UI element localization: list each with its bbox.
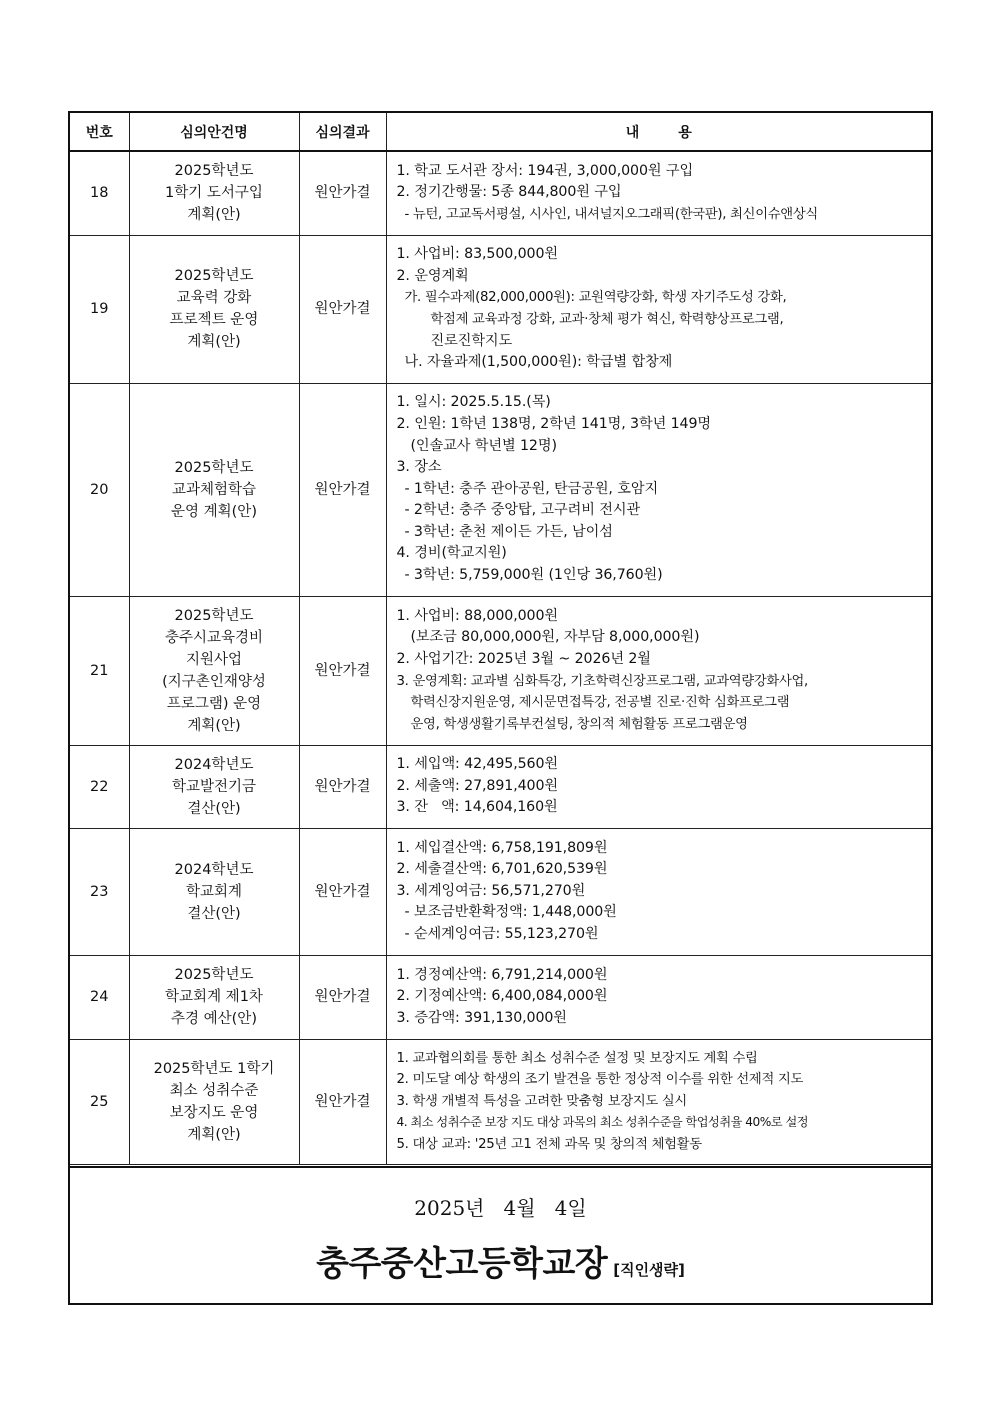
content-line: 4. 최소 성취수준 보장 지도 대상 과목의 최소 성취수준을 학업성취율 40%로 설정: [396, 1115, 809, 1130]
content-line: 1. 사업비: 88,000,000원: [396, 607, 558, 624]
agenda-title-line: 지원사업: [185, 651, 243, 668]
agenda-title-line: 프로젝트 운영: [169, 312, 259, 328]
agenda-content: [386, 383, 931, 596]
row-number: 25: [70, 1039, 129, 1164]
table-header-row: [70, 113, 931, 151]
row-number: 18: [70, 151, 129, 235]
content-line: 3. 세계잉여금: 56,571,270원: [396, 882, 586, 899]
agenda-content: [386, 1039, 931, 1164]
seal-omitted-note: [직인생략]: [613, 1261, 685, 1279]
agenda-title-line: 2025학년도: [174, 967, 254, 983]
agenda-table: [70, 113, 931, 1165]
content-line: 나. 자율과제(1,500,000원): 학급별 합창제: [404, 354, 673, 371]
agenda-title-line: 1학기 도서구입: [165, 185, 263, 202]
content-line: 2. 미도달 예상 학생의 조기 발견을 통한 정상적 이수를 위한 선제적 지도: [396, 1072, 804, 1088]
header-result: 심의결과: [299, 113, 386, 151]
table-row: [70, 828, 931, 955]
agenda-content: [386, 955, 931, 1039]
table-row: [70, 383, 931, 596]
header-content: 내 용: [386, 113, 931, 151]
content-line: 가. 필수과제(82,000,000원): 교원역량강화, 학생 자기주도성 강화,: [404, 290, 787, 306]
content-line: - 2학년: 충주 중앙탑, 고구려비 전시관: [404, 502, 641, 519]
row-number: 21: [70, 596, 129, 745]
agenda-title: [129, 383, 299, 596]
agenda-content: [386, 235, 931, 383]
table-row: [70, 745, 931, 828]
content-line: 3. 운영계획: 교과별 심화특강, 기초학력신장프로그램, 교과역량강화사업,: [396, 673, 808, 689]
review-result: 원안가결: [299, 383, 386, 596]
content-line: 5. 대상 교과: '25년 고1 전체 과목 및 창의적 체험활동: [396, 1136, 702, 1152]
agenda-title-line: 결산(안): [187, 800, 241, 817]
content-line: 학력신장지원운영, 제시문면접특강, 전공별 진로·진학 심화프로그램: [410, 695, 790, 711]
principal-title: 충주중산고등학교장: [316, 1244, 608, 1284]
content-line: - 뉴턴, 고교독서평설, 시사인, 내셔널지오그래픽(한국판), 최신이슈앤상식: [404, 207, 818, 223]
content-line: 2. 정기간행물: 5종 844,800원 구입: [396, 184, 622, 201]
agenda-title-line: 2025학년도: [174, 459, 254, 476]
agenda-title-line: 계획(안): [187, 207, 241, 224]
agenda-title-line: 교육력 강화: [176, 290, 252, 306]
agenda-title-line: 2025학년도: [174, 268, 254, 284]
agenda-title-line: 학교회계: [185, 883, 243, 900]
content-line: 3. 장소: [396, 459, 442, 476]
resolution-document: [68, 111, 933, 1305]
agenda-title-line: 2024학년도: [174, 861, 254, 878]
content-line: 1. 일시: 2025.5.15.(목): [396, 394, 551, 411]
review-result: 원안가결: [299, 235, 386, 383]
agenda-title-line: 교과체험학습: [171, 481, 257, 498]
content-line: 1. 교과협의회를 통한 최소 성취수준 설정 및 보장지도 계획 수립: [396, 1050, 758, 1066]
content-line: - 3학년: 춘천 제이든 가든, 남이섬: [404, 523, 613, 540]
agenda-title: [129, 151, 299, 235]
agenda-title-line: 계획(안): [187, 1126, 241, 1143]
agenda-title: [129, 596, 299, 745]
agenda-title-line: 2025학년도 1학기: [153, 1060, 275, 1077]
content-line: 2. 세출결산액: 6,701,620,539원: [396, 861, 608, 878]
content-line: 진로진학지도: [430, 332, 513, 349]
content-line: 2. 기정예산액: 6,400,084,000원: [396, 988, 608, 1005]
agenda-title-line: 2025학년도: [174, 163, 254, 180]
content-line: 2. 인원: 1학년 138명, 2학년 141명, 3학년 149명: [396, 415, 711, 432]
table-row: [70, 1039, 931, 1164]
content-line: 4. 경비(학교지원): [396, 545, 507, 562]
content-line: - 1학년: 충주 관아공원, 탄금공원, 호암지: [404, 480, 659, 497]
header-agenda: 심의안건명: [129, 113, 299, 151]
content-line: 운영, 학생생활기록부컨설팅, 창의적 체험활동 프로그램운영: [410, 716, 748, 732]
agenda-content: [386, 151, 931, 235]
content-line: 2. 세출액: 27,891,400원: [396, 777, 558, 794]
review-result: 원안가결: [299, 596, 386, 745]
agenda-title-line: (지구촌인재양성: [162, 673, 266, 690]
header-number: 번호: [70, 113, 129, 151]
agenda-title-line: 학교발전기금: [171, 778, 257, 795]
table-row: [70, 596, 931, 745]
agenda-content: [386, 745, 931, 828]
agenda-title-line: 계획(안): [187, 717, 241, 734]
row-number: 19: [70, 235, 129, 383]
review-result: 원안가결: [299, 745, 386, 828]
row-number: 20: [70, 383, 129, 596]
row-number: 23: [70, 828, 129, 955]
content-line: - 보조금반환확정액: 1,448,000원: [404, 904, 617, 921]
content-line: (인솔교사 학년별 12명): [410, 437, 557, 454]
agenda-title-line: 보장지도 운영: [169, 1104, 259, 1121]
review-result: 원안가결: [299, 828, 386, 955]
agenda-title: [129, 1039, 299, 1164]
content-line: - 3학년: 5,759,000원 (1인당 36,760원): [404, 567, 663, 584]
content-line: 3. 잔 액: 14,604,160원: [396, 799, 558, 816]
agenda-title-line: 충주시교육경비: [164, 629, 264, 646]
agenda-title: [129, 955, 299, 1039]
row-number: 22: [70, 745, 129, 828]
agenda-title-line: 2025학년도: [174, 607, 254, 624]
content-line: 1. 경정예산액: 6,791,214,000원: [396, 966, 608, 983]
agenda-title: [129, 828, 299, 955]
content-line: 3. 학생 개별적 특성을 고려한 맞춤형 보장지도 실시: [396, 1093, 687, 1109]
table-row: [70, 955, 931, 1039]
agenda-title-line: 운영 계획(안): [171, 503, 257, 520]
content-line: (보조금 80,000,000원, 자부담 8,000,000원): [410, 629, 700, 646]
agenda-title-line: 학교회계 제1차: [165, 989, 263, 1005]
agenda-title-line: 최소 성취수준: [169, 1082, 259, 1099]
agenda-title: [129, 745, 299, 828]
content-line: 1. 세입액: 42,495,560원: [396, 756, 558, 773]
agenda-title-line: 결산(안): [187, 905, 241, 922]
agenda-content: [386, 596, 931, 745]
agenda-title: [129, 235, 299, 383]
agenda-title-line: 프로그램) 운영: [166, 695, 262, 712]
content-line: 3. 증감액: 391,130,000원: [396, 1009, 567, 1026]
agenda-content: [386, 828, 931, 955]
document-date: 2025년 4월 4일: [414, 1196, 587, 1220]
content-line: 2. 운영계획: [396, 267, 469, 284]
content-line: 1. 사업비: 83,500,000원: [396, 246, 558, 263]
content-line: 2. 사업기간: 2025년 3월 ~ 2026년 2월: [396, 650, 651, 667]
content-line: - 순세계잉여금: 55,123,270원: [404, 925, 599, 942]
agenda-title-line: 2024학년도: [174, 756, 254, 773]
content-line: 1. 세입결산액: 6,758,191,809원: [396, 839, 608, 856]
agenda-title-line: 계획(안): [187, 334, 241, 350]
agenda-title-line: 추경 예산(안): [171, 1011, 257, 1027]
signer-line: [70, 1236, 931, 1285]
review-result: 원안가결: [299, 955, 386, 1039]
table-row: [70, 235, 931, 383]
review-result: 원안가결: [299, 1039, 386, 1164]
content-line: 1. 학교 도서관 장서: 194권, 3,000,000원 구입: [396, 162, 694, 179]
signature-block: [70, 1166, 931, 1303]
table-row: [70, 151, 931, 235]
row-number: 24: [70, 955, 129, 1039]
content-line: 학점제 교육과정 강화, 교과·창체 평가 혁신, 학력향상프로그램,: [430, 312, 784, 327]
review-result: 원안가결: [299, 151, 386, 235]
